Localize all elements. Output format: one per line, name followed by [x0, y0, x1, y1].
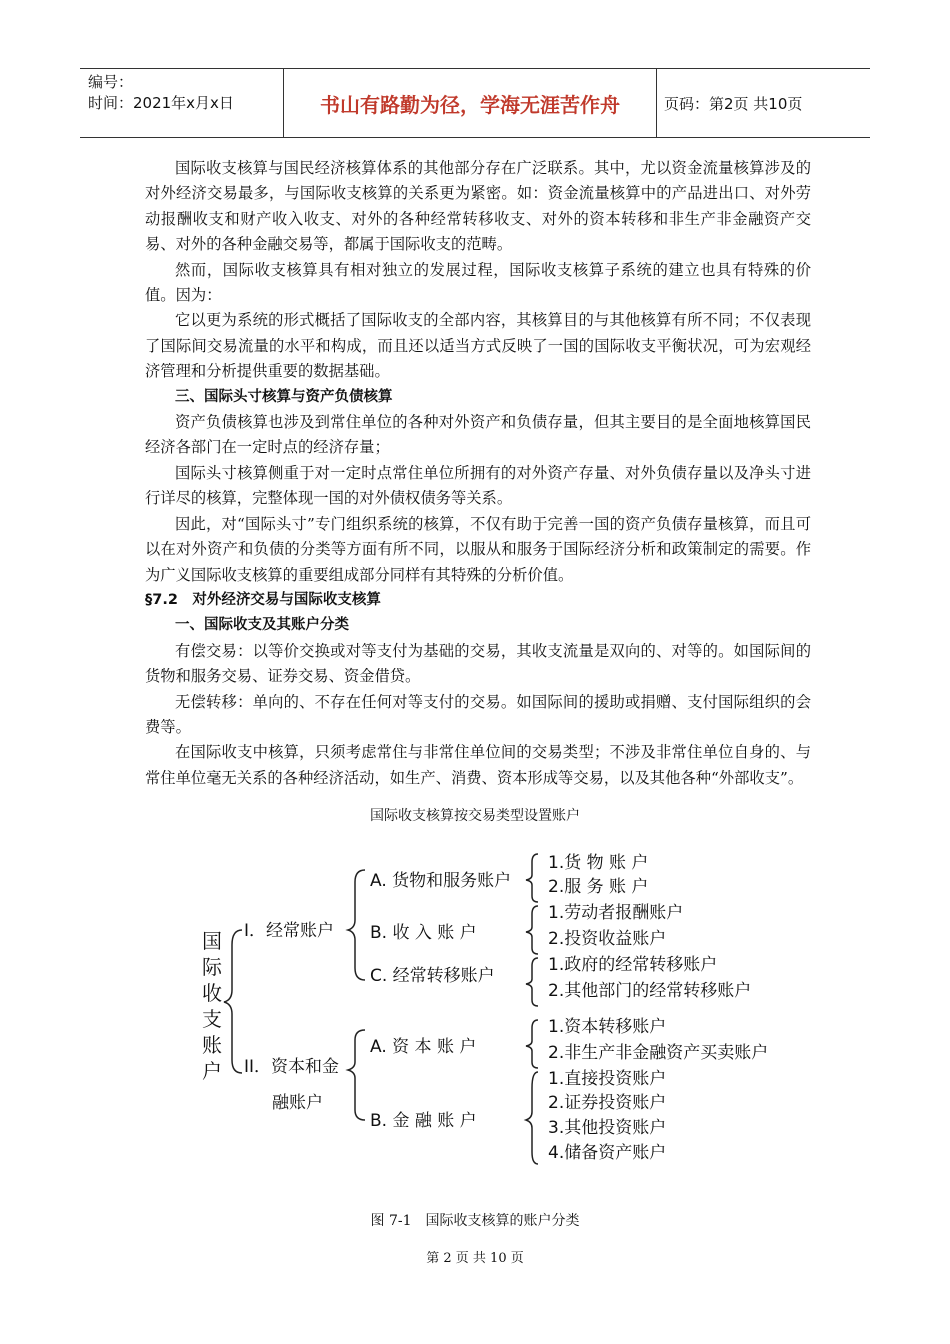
leaf-nonproduced: 2.非生产非金融资产买卖账户	[548, 1043, 769, 1063]
leaf-other-transfer: 2.其他部门的经常转移账户	[548, 981, 752, 1001]
paragraph: 它以更为系统的形式概括了国际收支的全部内容，其核算目的与其他核算有所不同；不仅表现了国际间交易流量的水平和构成，而且还以适当方式反映了一国的国际收支平衡状况，可为宏观经济管理和分析提供重要的数据基础。	[145, 311, 811, 381]
section-heading: 三、国际头寸核算与资产负债核算	[175, 388, 393, 405]
paragraph: 无偿转移：单向的、不存在任何对等支付的交易。如国际间的援助或捐赠、支付国际组织的会费等。	[145, 692, 811, 736]
leaf-services: 2.服 务 账 户	[548, 877, 649, 897]
number-label: 编号：	[88, 73, 134, 91]
leaf-reserve: 4.储备资产账户	[548, 1143, 667, 1163]
paragraph: 然而，国际收支核算具有相对独立的发展过程，国际收支核算子系统的建立也具有特殊的价值。因为：	[145, 260, 811, 305]
capital-account-label-2: 融账户	[272, 1093, 323, 1113]
header-motto: 书山有路勤为径，学海无涯苦作舟	[283, 69, 657, 137]
root-char: 支	[202, 1007, 222, 1031]
brace-current	[348, 870, 365, 980]
root-char: 收	[202, 981, 222, 1005]
chapter-heading: §7.2 对外经济交易与国际收支核算	[145, 591, 381, 608]
section-heading: 一、国际收支及其账户分类	[175, 617, 349, 634]
root-char: 账	[202, 1033, 222, 1057]
brace-goods	[526, 854, 538, 902]
brace-capital	[348, 1030, 365, 1120]
paragraph: 国际收支核算与国民经济核算体系的其他部分存在广泛联系。其中，尤以资金流量核算涉及的对外经济交易最多，与国际收支核算的关系更为紧密。如：资金流量核算中的产品进出口、对外劳动报酬收支和财产收入收支、对外的各种经常转移收支、对外的资本转移和非生产非金融资产交易、对外的各种金融交易等，都属于国际收支的范畴。	[145, 159, 811, 254]
page-header	[80, 68, 870, 138]
figure-title: 国际收支核算按交易类型设置账户	[370, 808, 580, 824]
page-footer: 第 2 页 共 10 页	[426, 1251, 524, 1266]
header-page: 页码：第2页 共10页	[664, 94, 803, 113]
brace-financial	[526, 1072, 538, 1164]
brace-transfer	[526, 958, 538, 1006]
income-label: B. 收 入 账 户	[370, 923, 477, 943]
capital-account-label-1: II．资本和金	[244, 1057, 340, 1077]
root-char: 户	[202, 1059, 222, 1083]
goods-services-label: A. 货物和服务账户	[370, 871, 512, 891]
brace-income	[526, 906, 538, 954]
leaf-portfolio: 2.证券投资账户	[548, 1093, 667, 1113]
leaf-investment-income: 2.投资收益账户	[548, 929, 667, 949]
current-account-label: I．经常账户	[244, 921, 335, 941]
current-transfer-label: C. 经常转移账户	[370, 966, 495, 986]
leaf-gov-transfer: 1.政府的经常转移账户	[548, 955, 718, 975]
paragraph: 因此，对“国际头寸”专门组织系统的核算，不仅有助于完善一国的资产负债存量核算，而且可以在对外资产和负债的分类等方面有所不同，以服从和服务于国际经济分析和政策制定的需要。作为广义国际收支核算的重要组成部分同样有其特殊的分析价值。	[145, 514, 811, 584]
date-label: 时间：2021年x月x日	[88, 94, 234, 112]
leaf-capital-transfer: 1.资本转移账户	[548, 1017, 667, 1037]
brace-root	[224, 930, 242, 1073]
leaf-direct: 1.直接投资账户	[548, 1069, 667, 1089]
account-tree-diagram	[180, 840, 820, 1180]
header-meta	[80, 69, 283, 137]
root-char: 际	[202, 955, 222, 979]
brace-capital-acc	[526, 1020, 538, 1068]
document-body	[145, 156, 811, 791]
root-char: 国	[202, 929, 222, 953]
paragraph: 资产负债核算也涉及到常住单位的各种对外资产和负债存量，但其主要目的是全面地核算国民经济各部门在一定时点的经济存量；	[145, 413, 811, 457]
paragraph: 有偿交易：以等价交换或对等支付为基础的交易，其收支流量是双向的、对等的。如国际间的货物和服务交易、证券交易、资金借贷。	[145, 641, 811, 686]
leaf-goods: 1.货 物 账 户	[548, 853, 649, 873]
paragraph: 国际头寸核算侧重于对一定时点常住单位所拥有的对外资产存量、对外负债存量以及净头寸进行详尽的核算，完整体现一国的对外债权债务等关系。	[145, 463, 811, 508]
leaf-compensation: 1.劳动者报酬账户	[548, 903, 684, 923]
financial-label: B. 金 融 账 户	[370, 1111, 477, 1131]
leaf-other-investment: 3.其他投资账户	[548, 1118, 667, 1138]
paragraph: 在国际收支中核算，只须考虑常住与非常住单位间的交易类型；不涉及非常住单位自身的、与常住单位毫无关系的各种经济活动，如生产、消费、资本形成等交易，以及其他各种“外部收支”。	[145, 743, 811, 787]
capital-label: A. 资 本 账 户	[370, 1037, 477, 1057]
figure-caption: 图 7-1 国际收支核算的账户分类	[370, 1213, 580, 1229]
